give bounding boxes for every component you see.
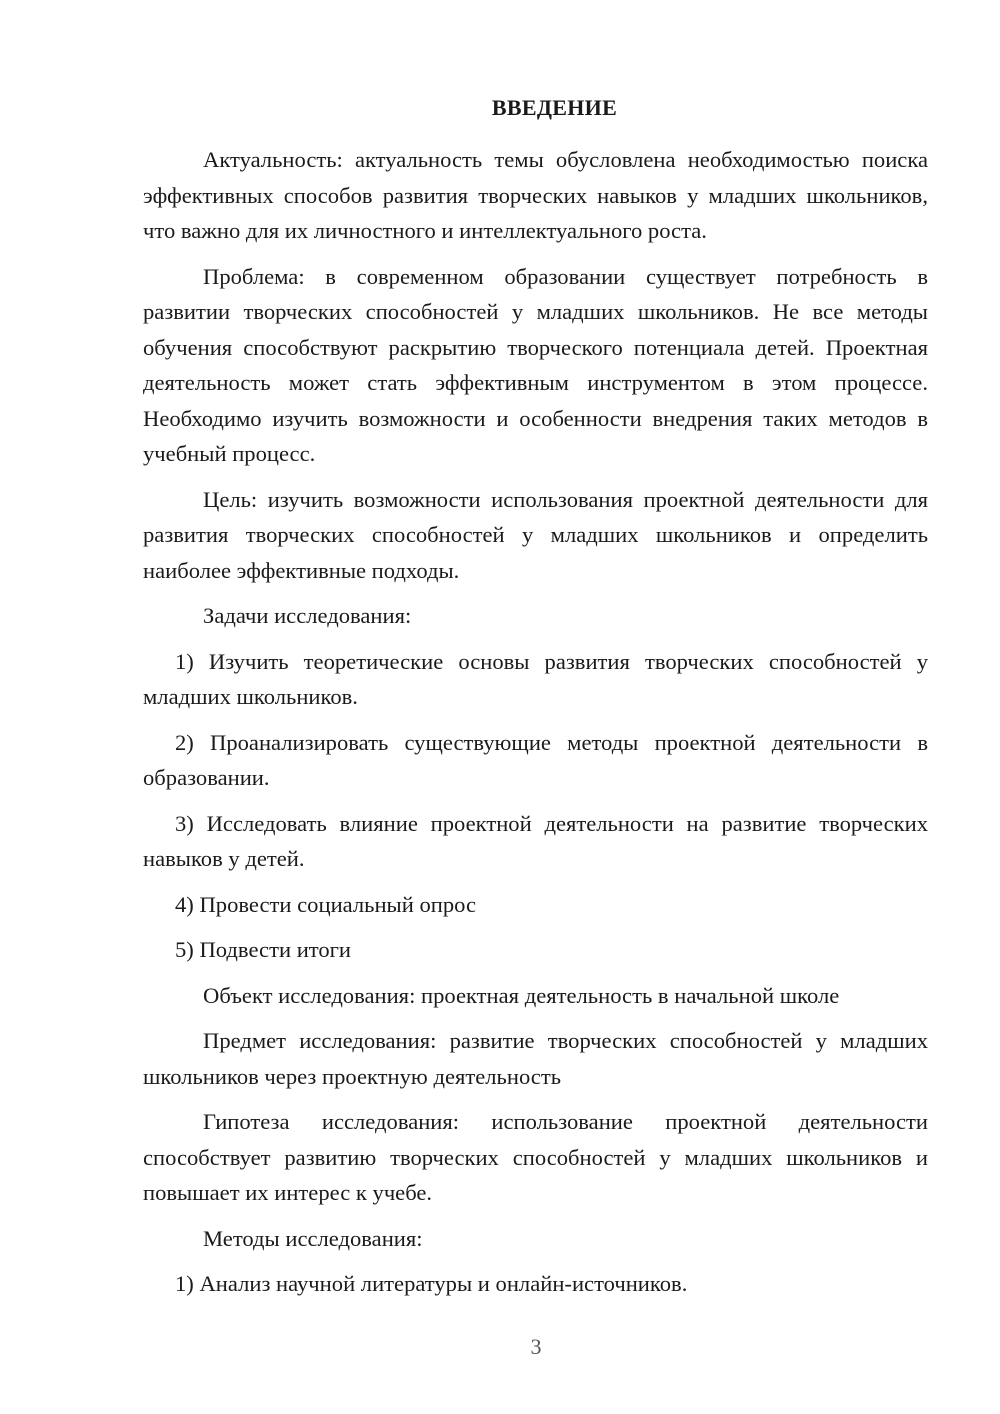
task-item-3: 3) Исследовать влияние проектной деятельности на развитие творческих навыков у детей. — [143, 810, 928, 871]
method-item-1: 1) Анализ научной литературы и онлайн-источников. — [175, 1271, 688, 1296]
tasks-heading: Задачи исследования: — [203, 603, 412, 628]
problem-paragraph: Проблема: в современном образовании существует потребность в развитии творческих способностей у младших школьников. Не все методы обучения способствуют раскрытию творческого потенциала детей. Проектная деятельность может стать эффективным инструментом в этом процессе. Необходимо изучить возможности и особенности внедрения таких методов в учебный процесс. — [143, 263, 928, 466]
task-item-2: 2) Проанализировать существующие методы проектной деятельности в образовании. — [143, 729, 928, 790]
task-item-1: 1) Изучить теоретические основы развития творческих способностей у младших школьников. — [143, 648, 928, 709]
hypothesis-paragraph: Гипотеза исследования: использование проектной деятельности способствует развитию творческих способностей у младших школьников и повышает их интерес к учебе. — [143, 1109, 928, 1205]
task-item-4: 4) Провести социальный опрос — [175, 891, 477, 917]
page-number: 3 — [530, 1334, 542, 1359]
goal-paragraph: Цель: изучить возможности использования проектной деятельности для развития творческих способностей у младших школьников и определить наиболее эффективные подходы. — [143, 486, 928, 583]
section-title: ВВЕДЕНИЕ — [491, 95, 618, 120]
object-paragraph: Объект исследования: проектная деятельность в начальной школе — [203, 982, 840, 1008]
methods-heading: Методы исследования: — [203, 1225, 423, 1251]
relevance-paragraph: Актуальность: актуальность темы обусловлена необходимостью поиска эффективных способов развития творческих навыков у младших школьников, что важно для их личностного и интеллектуального роста. — [143, 147, 928, 243]
subject-paragraph: Предмет исследования: развитие творческих способностей у младших школьников через проектную деятельность — [143, 1028, 928, 1089]
task-item-5: 5) Подвести итоги — [175, 937, 352, 962]
